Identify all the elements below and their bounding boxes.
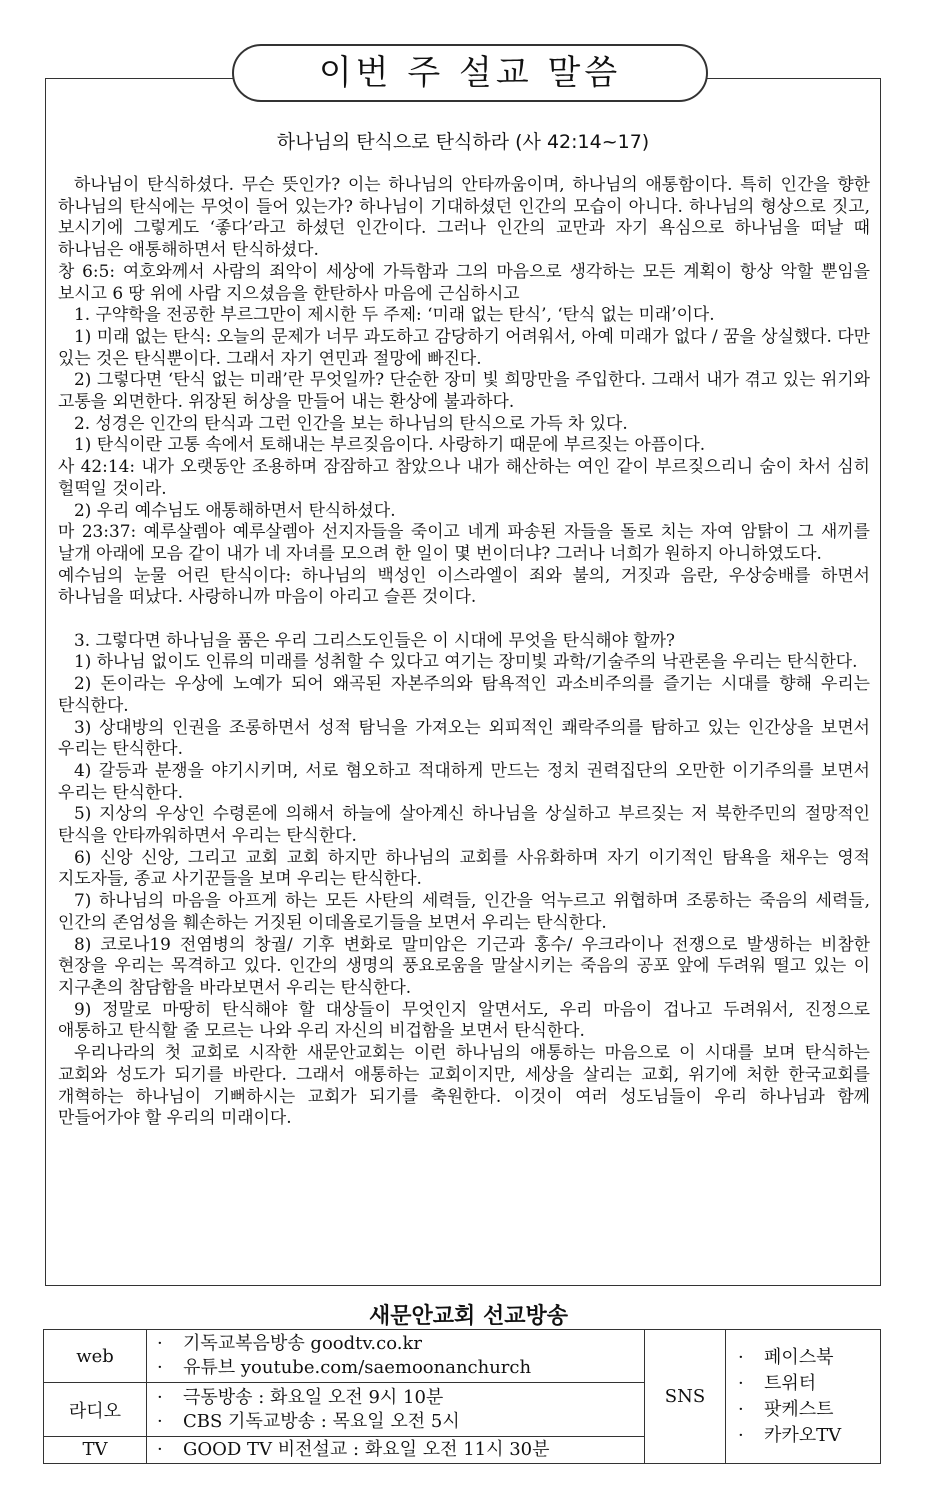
- sns-label: SNS: [645, 1330, 726, 1464]
- list-item: · 트위터: [738, 1372, 817, 1394]
- paragraph: 하나님이 탄식하셨다. 무슨 뜻인가? 이는 하나님의 안타까움이며, 하나님의 애통함이다. 특히 인간을 향한 하나님의 탄식에는 무엇이 들어 있는가? 하나님이 기대하셨던 인간의 모습이 아니다. 하나님의 형상으로 짓고, 보시기에 그렇게도 ‘좋다’라고 하셨던 인간이다. 그러나 인간의 교만과 자기 욕심으로 하나님을 떠날 때 하나님은 애통해하면서 탄식하셨다.: [58, 174, 870, 260]
- category-web: web: [44, 1330, 147, 1383]
- list-item: · 카카오TV: [738, 1424, 842, 1446]
- broadcast-table: [43, 1329, 881, 1464]
- web-items: [147, 1330, 645, 1383]
- paragraph: 6) 신앙 신앙, 그리고 교회 교회 하지만 하나님의 교회를 사유화하며 자기 이기적인 탐욕을 채우는 영적 지도자들, 종교 사기꾼들을 보며 우리는 탄식한다.: [58, 846, 870, 889]
- radio-items: [147, 1383, 645, 1436]
- paragraph: 2) 그렇다면 ‘탄식 없는 미래’란 무엇일까? 단순한 장미 빛 희망만을 주입한다. 그래서 내가 겪고 있는 위기와 고통을 외면한다. 위장된 허상을 만들어 내는 환상에 불과하다.: [58, 369, 870, 412]
- paragraph: 1) 탄식이란 고통 속에서 토해내는 부르짖음이다. 사랑하기 때문에 부르짖는 아픔이다.: [74, 434, 706, 455]
- paragraph: 8) 코로나19 전염병의 창궐/ 기후 변화로 말미암은 기근과 홍수/ 우크라이나 전쟁으로 발생하는 비참한 현장을 우리는 목격하고 있다. 인간의 생명의 풍요로움을 말살시키는 죽음의 공포 앞에 두려워 떨고 있는 이 지구촌의 참담함을 바라보면서 우리는 탄식한다.: [58, 933, 870, 997]
- broadcast-heading: 새문안교회 선교방송: [369, 1304, 568, 1329]
- paragraph: 3. 그렇다면 하나님을 품은 우리 그리스도인들은 이 시대에 무엇을 탄식해야 할까?: [74, 629, 675, 650]
- paragraph: 4) 갈등과 분쟁을 야기시키며, 서로 혐오하고 적대하게 만드는 정치 권력집단의 오만한 이기주의를 보면서 우리는 탄식한다.: [58, 759, 870, 802]
- list-item: · 팟케스트: [738, 1398, 834, 1420]
- list-item: · CBS 기독교방송 : 목요일 오전 5시: [157, 1410, 460, 1432]
- sns-list: [726, 1330, 881, 1464]
- paragraph: 7) 하나님의 마음을 아프게 하는 모든 사탄의 세력들, 인간을 억누르고 위협하며 조롱하는 죽음의 세력들, 인간의 존엄성을 훼손하는 거짓된 이데올로기들을 보면서 우리는 탄식한다.: [58, 890, 870, 932]
- sermon-title: 하나님의 탄식으로 탄식하라 (사 42:14~17): [276, 131, 650, 153]
- category-tv: TV: [44, 1436, 147, 1463]
- paragraph: 2. 성경은 인간의 탄식과 그런 인간을 보는 하나님의 탄식으로 가득 차 있다.: [74, 412, 628, 433]
- list-item: · 유튜브 youtube.com/saemoonanchurch: [157, 1357, 532, 1379]
- scripture-quote: 마 23:37: 예루살렘아 예루살렘아 선지자들을 죽이고 네게 파송된 자들을 돌로 치는 자여 암탉이 그 새끼를 날개 아래에 모음 같이 내가 네 자녀를 모으려 한 일이 몇 번이더냐? 그러나 너희가 원하지 아니하였도다.: [58, 521, 870, 563]
- list-item: · 페이스북: [738, 1346, 834, 1368]
- scripture-quote: 사 42:14: 내가 오랫동안 조용하며 잠잠하고 참았으나 내가 해산하는 여인 같이 부르짖으리니 숨이 차서 심히 헐떡일 것이라.: [58, 456, 870, 498]
- paragraph: 2) 돈이라는 우상에 노예가 되어 왜곡된 자본주의와 탐욕적인 과소비주의를 즐기는 시대를 향해 우리는 탄식한다.: [58, 673, 870, 715]
- paragraph: 우리나라의 첫 교회로 시작한 새문안교회는 이런 하나님의 애통하는 마음으로 이 시대를 보며 탄식하는 교회와 성도가 되기를 바란다. 그래서 애통하는 교회이지만, 세상을 살리는 교회, 위기에 처한 한국교회를 개혁하는 하나님이 기뻐하시는 교회가 되기를 축원한다. 이것이 여러 성도님들이 우리 하나님과 함께 만들어가야 할 우리의 미래이다.: [58, 1042, 870, 1128]
- paragraph: 3) 상대방의 인권을 조롱하면서 성적 탐닉을 가져오는 외피적인 쾌락주의를 탐하고 있는 인간상을 보면서 우리는 탄식한다.: [58, 716, 870, 759]
- list-item: · 극동방송 : 화요일 오전 9시 10분: [157, 1386, 444, 1408]
- page-title: 이번 주 설교 말씀: [232, 44, 708, 102]
- list-item: · GOOD TV 비전설교 : 화요일 오전 11시 30분: [157, 1438, 550, 1460]
- list-item: · 기독교복음방송 goodtv.co.kr: [157, 1333, 422, 1355]
- paragraph: 5) 지상의 우상인 수령론에 의해서 하늘에 살아계신 하나님을 상실하고 부르짖는 저 북한주민의 절망적인 탄식을 안타까워하면서 우리는 탄식한다.: [58, 803, 870, 846]
- paragraph: 1. 구약학을 전공한 부르그만이 제시한 두 주제: ‘미래 없는 탄식’, ‘탄식 없는 미래’이다.: [74, 304, 715, 325]
- category-radio: 라디오: [44, 1383, 147, 1436]
- tv-items: [147, 1436, 645, 1463]
- paragraph: 9) 정말로 마땅히 탄식해야 할 대상들이 무엇인지 알면서도, 우리 마음이 겁나고 두려워서, 진정으로 애통하고 탄식할 줄 모르는 나와 우리 자신의 비겁함을 보면서 탄식한다.: [58, 998, 870, 1041]
- paragraph: 2) 우리 예수님도 애통해하면서 탄식하셨다.: [74, 499, 396, 520]
- paragraph: 1) 하나님 없이도 인류의 미래를 성취할 수 있다고 여기는 장미빛 과학/기술주의 낙관론을 우리는 탄식한다.: [74, 651, 858, 672]
- scripture-quote: 창 6:5: 여호와께서 사람의 죄악이 세상에 가득함과 그의 마음으로 생각하는 모든 계획이 항상 악할 뿐임을 보시고 6 땅 위에 사람 지으셨음을 한탄하사 마음에 근심하시고: [58, 260, 870, 303]
- sermon-body: [58, 174, 870, 1129]
- paragraph: 예수님의 눈물 어린 탄식이다: 하나님의 백성인 이스라엘이 죄와 불의, 거짓과 음란, 우상숭배를 하면서 하나님을 떠났다. 사랑하니까 마음이 아리고 슬픈 것이다.: [58, 564, 870, 607]
- paragraph: 1) 미래 없는 탄식: 오늘의 문제가 너무 과도하고 감당하기 어려워서, 아예 미래가 없다 / 꿈을 상실했다. 다만 있는 것은 탄식뿐이다. 그래서 자기 연민과 절망에 빠진다.: [58, 325, 870, 368]
